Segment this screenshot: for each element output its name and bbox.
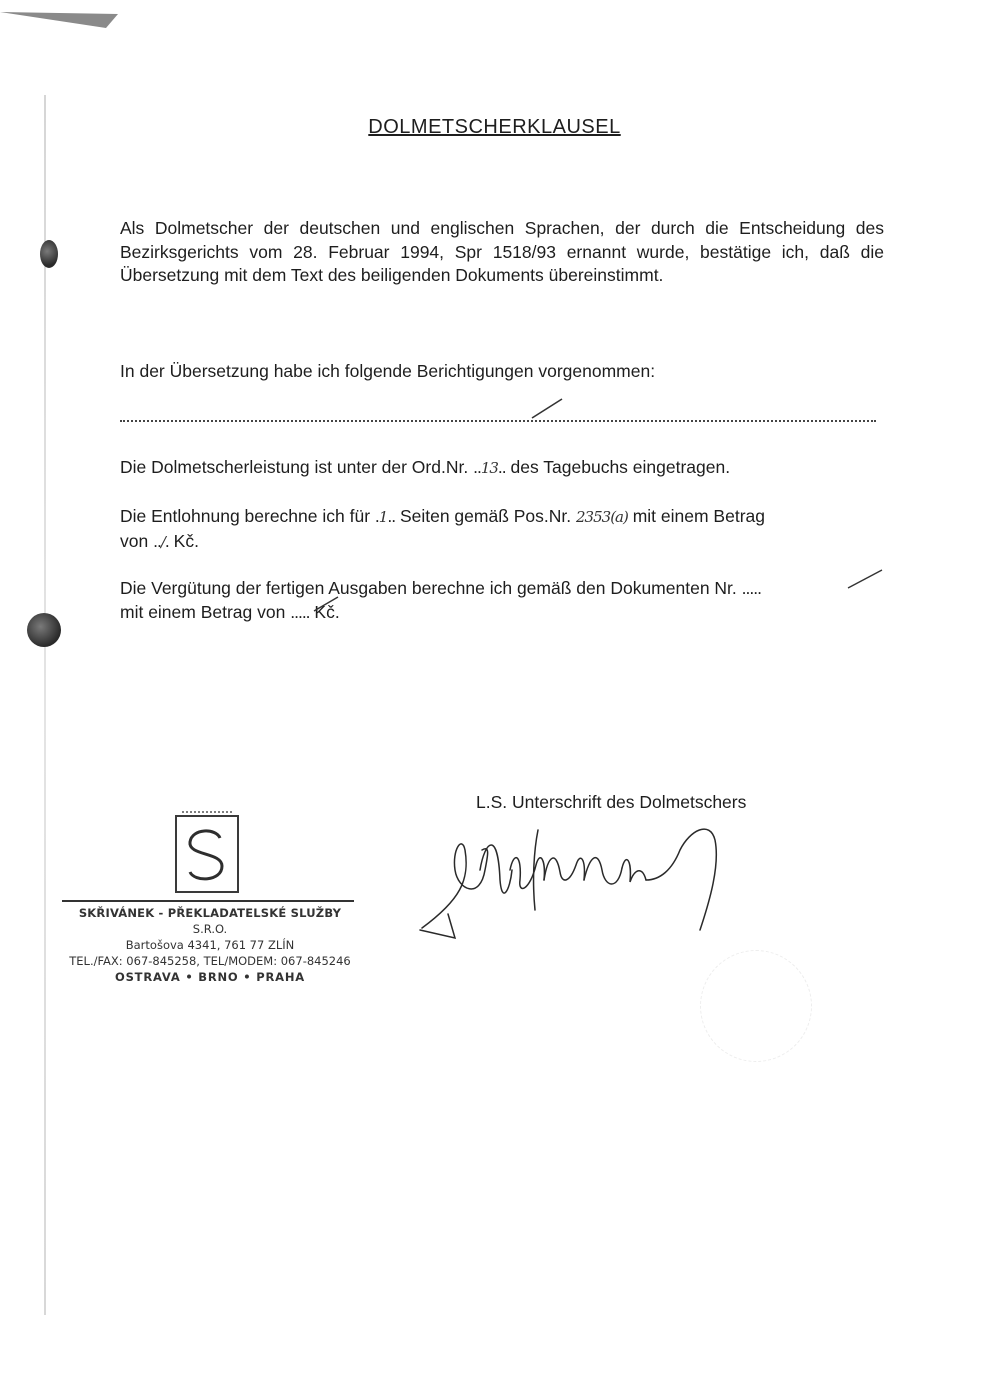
fee-posnr: 2353(a) — [576, 508, 628, 526]
faint-seal-impression — [700, 950, 812, 1062]
page-title: DOLMETSCHERKLAUSEL — [368, 116, 621, 138]
fee-paragraph: Die Entlohnung berechne ich für .1.. Seiten gemäß Pos.Nr. 2353(a) mit einem Betrag von ../. Kč. — [120, 506, 765, 551]
stamp-phone: TEL./FAX: 067-845258, TEL/MODEM: 067-845246 — [69, 954, 351, 968]
stamp-address: Bartošova 4341, 761 77 ZLÍN — [125, 938, 295, 952]
expenses-line2-prefix: mit einem Betrag von — [120, 601, 286, 622]
ord-nr-value: 13 — [480, 459, 498, 477]
punch-hole — [27, 613, 61, 647]
stamp-rule — [62, 900, 354, 902]
corrections-label: In der Übersetzung habe ich folgende Berichtigungen vorgenommen: — [120, 361, 656, 381]
intro-paragraph: Als Dolmetscher der deutschen und englischen Sprachen, der durch die Entscheidung des Bezirksgerichts vom 28. Februar 1994, Spr 1518/93 ernannt wurde, bestätige ich, daß die Übersetzung mit dem Text des beiligenden Dokuments übereinstimmt. — [120, 218, 884, 285]
corrections-dotted-line — [120, 410, 876, 422]
fee-amount-slash: / — [160, 532, 165, 551]
company-stamp — [62, 905, 358, 985]
expenses-currency: Kč. — [314, 601, 340, 622]
ord-nr-line: Die Dolmetscherleistung ist unter der Ord.Nr. ..13.. des Tagebuchs eingetragen. — [120, 457, 731, 477]
handwritten-signature — [410, 810, 750, 950]
stamp-legal-form: S.R.O. — [192, 922, 228, 936]
expenses-paragraph: Die Vergütung der fertigen Ausgaben berechne ich gemäß den Dokumenten Nr. ..... mit einem Betrag von ..... Kč. — [120, 578, 761, 622]
stamp-logo — [172, 808, 244, 896]
handwritten-slash — [312, 594, 342, 614]
ord-nr-suffix: des Tagebuchs eingetragen. — [510, 457, 731, 477]
fee-pages: 1 — [378, 508, 388, 526]
signature-label: L.S. Unterschrift des Dolmetschers — [476, 792, 747, 812]
stamp-company-name: SKŘIVÁNEK - PŘEKLADATELSKÉ SLUŽBY — [78, 906, 342, 920]
scan-corner-mark — [0, 6, 130, 36]
fee-middle: Seiten gemäß Pos.Nr. — [399, 506, 572, 526]
fee-von: von — [120, 530, 149, 551]
expenses-line1: Die Vergütung der fertigen Ausgaben berechne ich gemäß den Dokumenten Nr. — [120, 578, 737, 598]
handwritten-slash — [530, 396, 566, 422]
stamp-cities: OSTRAVA • BRNO • PRAHA — [115, 970, 305, 984]
handwritten-slash — [846, 566, 886, 592]
fee-suffix: mit einem Betrag — [632, 506, 765, 526]
ord-nr-prefix: Die Dolmetscherleistung ist unter der Ord.Nr. — [120, 457, 469, 477]
fee-prefix: Die Entlohnung berechne ich für — [120, 506, 371, 526]
scan-edge — [44, 95, 46, 1315]
fee-currency: Kč. — [173, 530, 199, 551]
punch-hole — [40, 240, 58, 268]
